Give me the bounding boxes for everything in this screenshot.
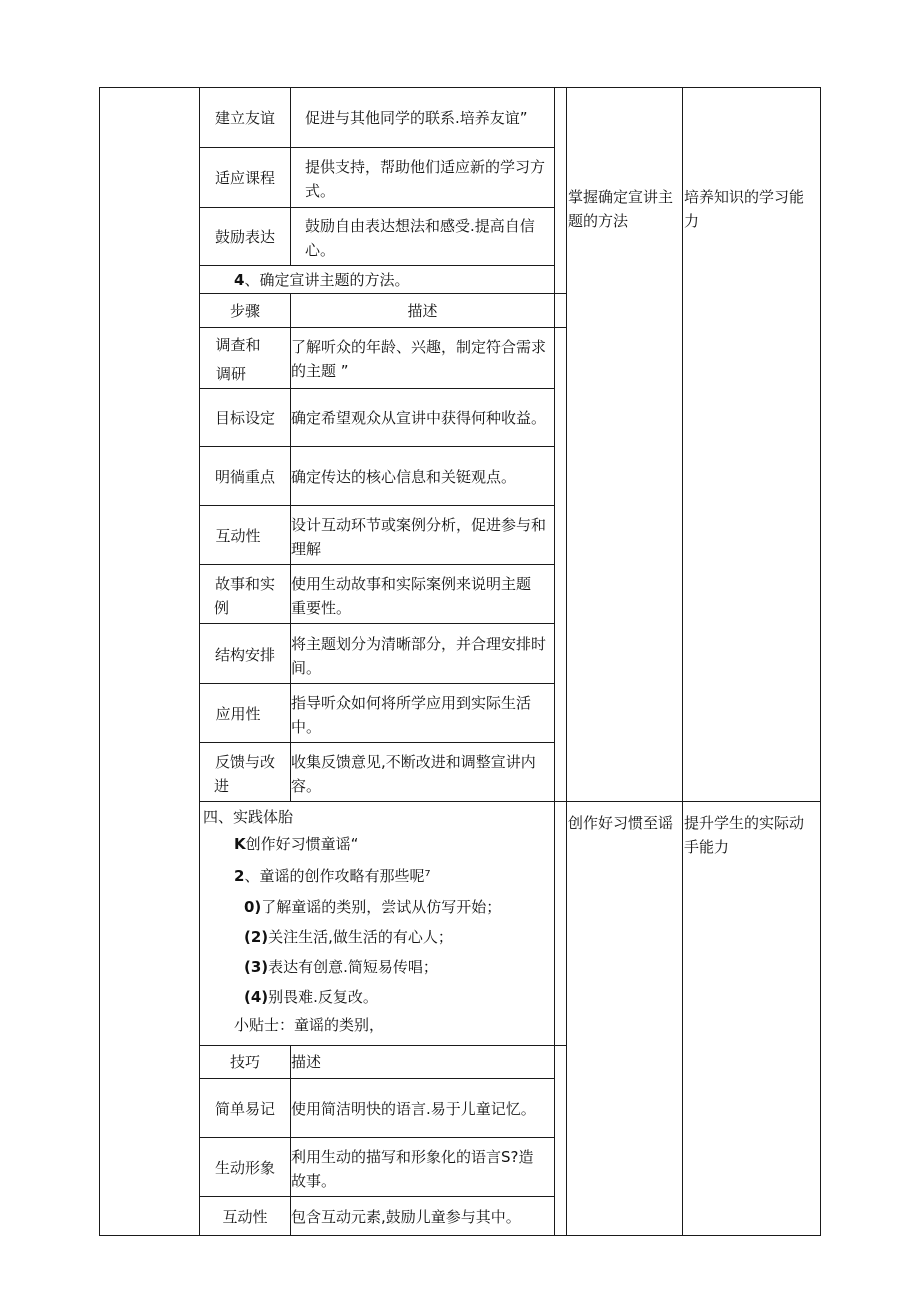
step-desc: 确定传达的核心信息和关铤观点。 bbox=[291, 468, 517, 486]
column-header: 描述 bbox=[407, 302, 438, 320]
row-line bbox=[199, 505, 555, 506]
technique-desc: 使用简洁明快的语言.易于儿童记忆。 bbox=[291, 1100, 536, 1118]
tip-text: 关注生活,做生活的有心人； bbox=[268, 928, 453, 946]
step-label: 明徜重点 bbox=[214, 468, 275, 486]
tip-text: 表达有创意.简短易传唱； bbox=[268, 958, 438, 976]
ability-text: 手能力 bbox=[684, 838, 730, 856]
row-label: 鼓励表达 bbox=[214, 228, 275, 246]
row-line bbox=[199, 1045, 567, 1046]
step-desc: 中。 bbox=[291, 718, 322, 736]
row-desc: 提供支持，帮助他们适应新的学习方 bbox=[305, 158, 546, 176]
row-line bbox=[199, 742, 555, 743]
row-line bbox=[199, 446, 555, 447]
step-desc: 确定希望观众从宣讲中获得何种收益。 bbox=[291, 409, 547, 427]
step-label: 应用性 bbox=[215, 705, 261, 723]
row-label: 建立友谊 bbox=[214, 109, 275, 127]
step-desc: 设计互动环节或案例分析，促进参与和 bbox=[291, 516, 547, 534]
practice-item bbox=[234, 832, 358, 856]
tip-item bbox=[244, 895, 501, 919]
column-header: 技巧 bbox=[229, 1053, 260, 1071]
row-line bbox=[199, 801, 820, 802]
table-border-left bbox=[99, 87, 100, 1236]
row-line bbox=[199, 683, 555, 684]
col-divider-4 bbox=[566, 87, 567, 1236]
step-desc: 理解 bbox=[291, 540, 322, 558]
technique-label: 生动形象 bbox=[214, 1159, 275, 1177]
tip-note: 小贴士：童谣的类别， bbox=[234, 1016, 385, 1034]
ability-text: 力 bbox=[684, 212, 700, 230]
step-label: 结构安排 bbox=[214, 646, 275, 664]
ability-text: 提升学生的实际动 bbox=[684, 814, 805, 832]
table-border-bottom bbox=[99, 1235, 821, 1236]
practice-item-number: 2 bbox=[234, 867, 245, 885]
tip-number: (2) bbox=[244, 928, 269, 946]
tip-item bbox=[244, 985, 378, 1009]
technique-label: 互动性 bbox=[222, 1208, 268, 1226]
row-desc: 鼓励自由表达想法和感受.提高自信 bbox=[305, 217, 535, 235]
practice-item-text: 、童谣的创作攻略有那些呢⁷ bbox=[244, 867, 431, 885]
row-line bbox=[199, 207, 555, 208]
row-label: 适应课程 bbox=[214, 169, 275, 187]
technique-desc: 包含互动元素,鼓励儿童参与其中。 bbox=[291, 1208, 521, 1226]
step-label: 反馈与改 bbox=[214, 753, 275, 771]
tip-number: (4) bbox=[244, 988, 269, 1006]
col-divider-5 bbox=[682, 87, 683, 1236]
section-heading bbox=[234, 268, 409, 292]
technique-desc: 利用生动的描写和形象化的语言S?造 bbox=[291, 1148, 534, 1166]
row-desc: 促进与其他同学的联系.培养友谊” bbox=[305, 109, 528, 127]
row-line bbox=[199, 623, 555, 624]
goal-text: 创作好习惯至谣 bbox=[568, 814, 674, 832]
column-header: 描述 bbox=[291, 1053, 322, 1071]
row-line bbox=[199, 388, 555, 389]
step-label: 故事和实 bbox=[214, 575, 275, 593]
col-divider-2a bbox=[290, 87, 291, 265]
practice-item bbox=[234, 864, 430, 888]
step-desc: 的主题 ” bbox=[291, 362, 349, 380]
tip-text: 别畏难.反复改。 bbox=[268, 988, 378, 1006]
row-line bbox=[199, 1137, 555, 1138]
tip-item bbox=[244, 955, 438, 979]
step-desc: 将主题划分为清晰部分，并合理安排时 bbox=[291, 635, 547, 653]
step-desc: 了解听众的年龄、兴趣，制定符合需求 bbox=[291, 338, 547, 356]
step-desc: 容。 bbox=[291, 777, 322, 795]
step-label: 互动性 bbox=[215, 527, 261, 545]
tip-item bbox=[244, 925, 453, 949]
step-label: 目标设定 bbox=[214, 409, 275, 427]
goal-text: 题的方法 bbox=[568, 212, 629, 230]
tip-number: 0) bbox=[244, 898, 262, 916]
practice-item-number: K bbox=[234, 835, 246, 853]
row-line bbox=[199, 327, 567, 328]
column-header: 步骤 bbox=[229, 302, 260, 320]
step-label: 进 bbox=[214, 777, 230, 795]
section-title: 、确定宣讲主题的方法。 bbox=[244, 271, 410, 289]
step-desc: 使用生动故事和实际案例来说明主题 bbox=[291, 575, 532, 593]
practice-heading: 四、实践体胎 bbox=[203, 808, 294, 826]
row-line bbox=[199, 147, 555, 148]
step-desc: 重要性。 bbox=[291, 599, 352, 617]
tip-text: 了解童谣的类别，尝试从仿写开始； bbox=[261, 898, 502, 916]
ability-text: 培养知识的学习能 bbox=[684, 188, 805, 206]
step-label: 例 bbox=[214, 599, 230, 617]
table-border-right bbox=[820, 87, 821, 1236]
row-line bbox=[199, 265, 555, 266]
table-border-top bbox=[99, 87, 821, 88]
tip-number: (3) bbox=[244, 958, 269, 976]
row-desc: 式。 bbox=[305, 182, 336, 200]
practice-item-text: 创作好习惯童谣“ bbox=[245, 835, 359, 853]
row-line bbox=[199, 1196, 555, 1197]
goal-text: 掌握确定宣讲主 bbox=[568, 188, 674, 206]
technique-label: 简单易记 bbox=[214, 1100, 275, 1118]
row-desc: 心。 bbox=[305, 241, 336, 259]
technique-desc: 故事。 bbox=[291, 1172, 337, 1190]
step-label: 调研 bbox=[215, 365, 246, 383]
row-line bbox=[199, 293, 567, 294]
section-number: 4 bbox=[234, 271, 245, 289]
step-label: 调查和 bbox=[215, 336, 261, 354]
step-desc: 间。 bbox=[291, 659, 322, 677]
row-line bbox=[199, 564, 555, 565]
step-desc: 收集反馈意见,不断改进和调整宣讲内 bbox=[291, 753, 536, 771]
row-line bbox=[199, 1078, 555, 1079]
step-desc: 指导听众如何将所学应用到实际生活 bbox=[291, 694, 532, 712]
col-divider-3 bbox=[554, 87, 555, 1236]
